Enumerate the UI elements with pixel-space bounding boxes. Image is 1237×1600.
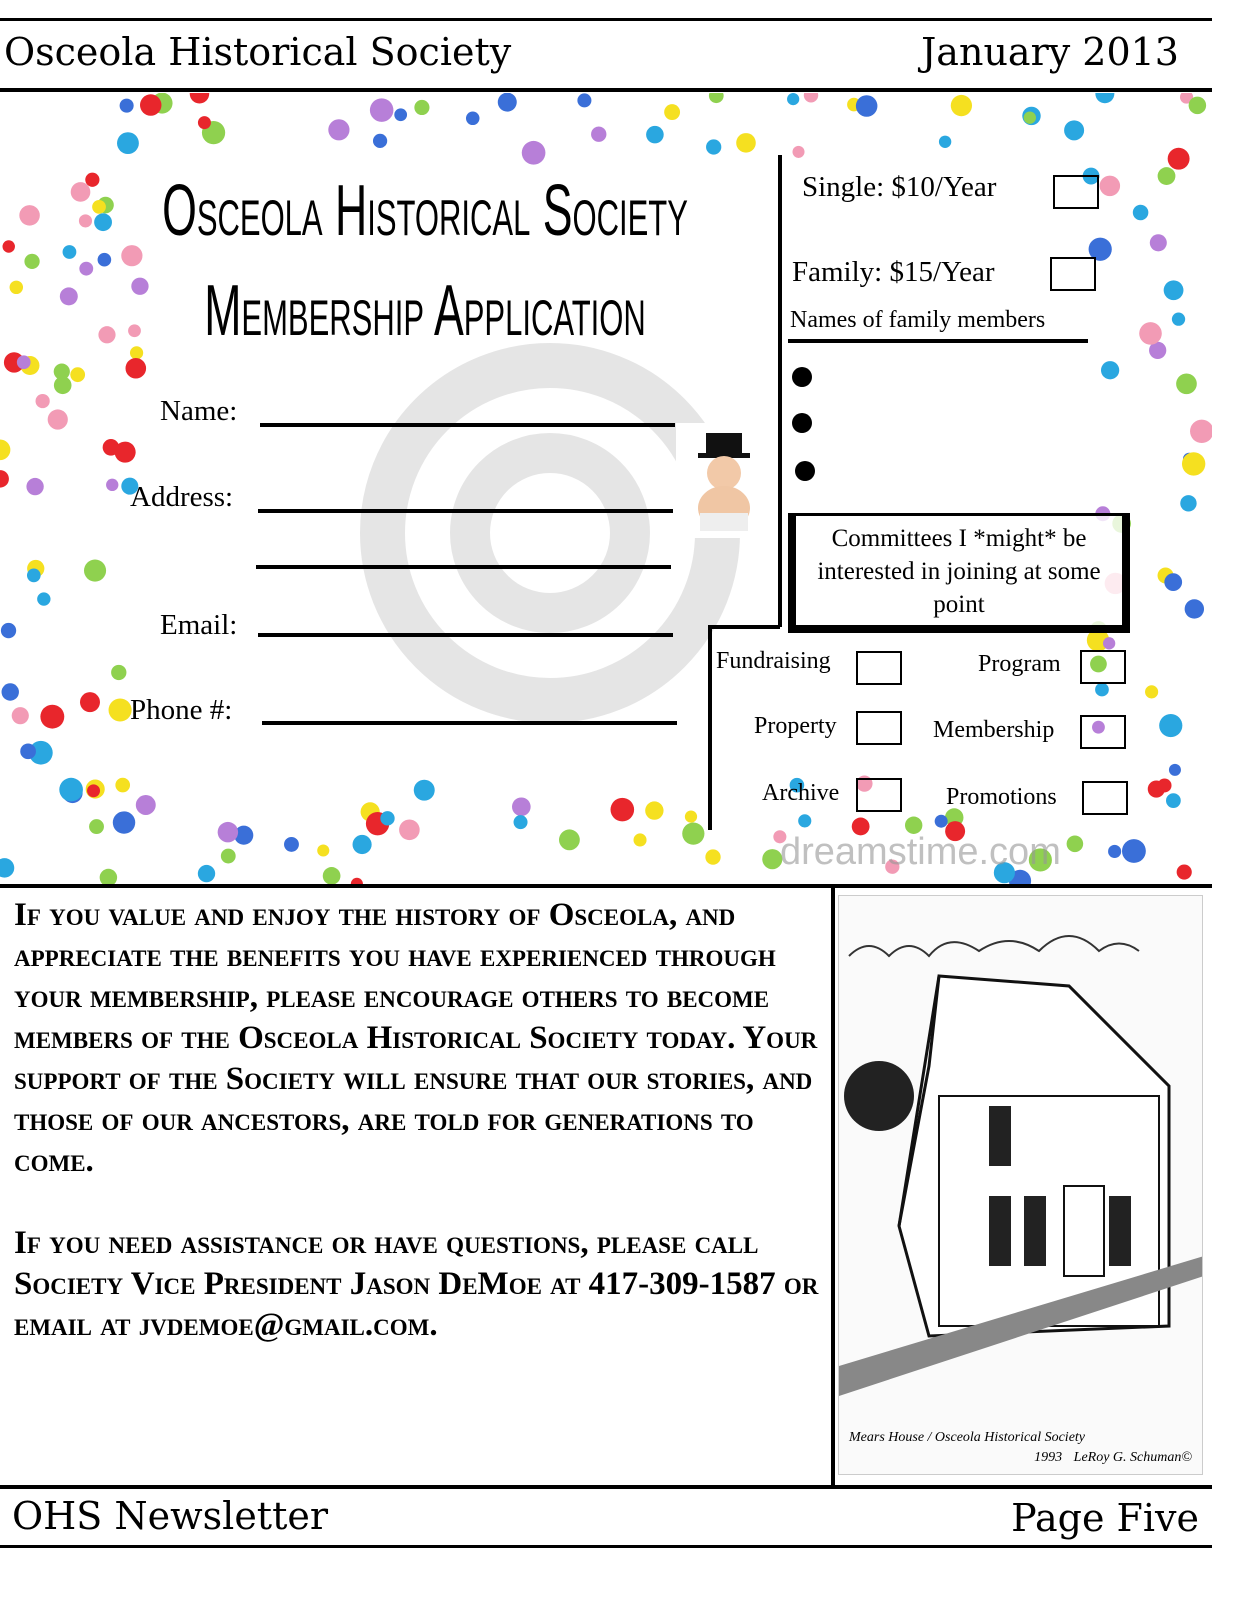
confetti-dot bbox=[514, 815, 528, 829]
confetti-dot bbox=[1095, 683, 1109, 697]
confetti-dot bbox=[736, 133, 756, 153]
confetti-dot bbox=[120, 99, 134, 113]
footer-top-rule bbox=[0, 1485, 1212, 1489]
email-field[interactable] bbox=[258, 633, 673, 637]
confetti-dot bbox=[1164, 573, 1182, 591]
committee-promotions-checkbox[interactable] bbox=[1082, 781, 1128, 815]
confetti-dot bbox=[577, 93, 591, 107]
watermark-swirl-inner bbox=[450, 433, 650, 633]
confetti-dot bbox=[1168, 148, 1190, 170]
confetti-dot bbox=[466, 112, 480, 126]
phone-label: Phone #: bbox=[130, 694, 233, 726]
contact-paragraph: If you need assistance or have questions, please call Society Vice President Jason DeMoe at 417-309-1587 or email at jvdemoe@gmail.com. bbox=[14, 1225, 819, 1343]
confetti-dot bbox=[1189, 97, 1207, 115]
confetti-dot bbox=[1158, 167, 1176, 185]
footer-newsletter: OHS Newsletter bbox=[12, 1494, 329, 1538]
confetti-dot bbox=[394, 108, 407, 121]
confetti-dot bbox=[128, 324, 141, 337]
confetti-dot bbox=[559, 829, 580, 850]
confetti-dot bbox=[1095, 93, 1114, 103]
appeal-paragraph: If you value and enjoy the history of Osceola, and appreciate the benefits you have experienced through your membership, please encourage others to become members of the Osceola Historical Society today. Your support of the Society will ensure that our stories, and those of our ancestors, are told for generations to come. bbox=[14, 897, 818, 1179]
confetti-dot bbox=[37, 592, 50, 605]
confetti-dot bbox=[60, 287, 78, 305]
confetti-dot bbox=[106, 479, 118, 491]
confetti-dot bbox=[92, 200, 106, 214]
name-field[interactable] bbox=[260, 423, 675, 427]
confetti-dot bbox=[71, 182, 91, 202]
committee-property-checkbox[interactable] bbox=[856, 711, 902, 745]
header-org: Osceola Historical Society bbox=[4, 30, 512, 74]
confetti-dot bbox=[40, 705, 64, 729]
confetti-dot bbox=[787, 93, 799, 105]
watermark-text: dreamstime.com bbox=[780, 831, 1061, 873]
single-option-label: Single: $10/Year bbox=[802, 171, 997, 203]
confetti-dot bbox=[951, 95, 972, 116]
confetti-dot bbox=[709, 93, 724, 103]
confetti-dot bbox=[414, 100, 429, 115]
confetti-dot bbox=[1024, 111, 1036, 123]
family-checkbox[interactable] bbox=[1050, 257, 1096, 291]
confetti-dot bbox=[3, 240, 15, 252]
confetti-dot bbox=[856, 95, 878, 117]
header-top-rule bbox=[0, 18, 1212, 21]
confetti-dot bbox=[317, 844, 329, 856]
confetti-dot bbox=[1169, 764, 1181, 776]
confetti-dot bbox=[512, 797, 531, 816]
banner-bottom-rule bbox=[0, 884, 1212, 888]
confetti-dot bbox=[117, 132, 139, 154]
confetti-dot bbox=[373, 134, 387, 148]
confetti-dot bbox=[399, 819, 420, 840]
confetti-dot bbox=[1172, 313, 1185, 326]
confetti-dot bbox=[121, 245, 142, 266]
confetti-dot bbox=[1164, 280, 1184, 300]
body-text bbox=[14, 895, 829, 1346]
confetti-dot bbox=[198, 116, 211, 129]
confetti-dot bbox=[1139, 322, 1162, 345]
confetti-dot bbox=[198, 865, 215, 882]
confetti-dot bbox=[1145, 685, 1158, 698]
confetti-dot bbox=[1150, 234, 1167, 251]
confetti-dot bbox=[1122, 839, 1146, 863]
confetti-dot bbox=[221, 849, 236, 864]
committee-program-checkbox[interactable] bbox=[1080, 650, 1126, 684]
footer-page: Page Five bbox=[1011, 1496, 1199, 1540]
confetti-dot bbox=[126, 358, 147, 379]
confetti-dot bbox=[89, 819, 104, 834]
address-label: Address: bbox=[130, 481, 234, 513]
committee-fundraising-label: Fundraising bbox=[716, 648, 831, 674]
confetti-dot bbox=[591, 127, 606, 142]
confetti-dot bbox=[1133, 205, 1149, 221]
confetti-dot bbox=[84, 560, 106, 582]
committee-archive-checkbox[interactable] bbox=[856, 778, 902, 812]
confetti-dot bbox=[1180, 495, 1196, 511]
form-title-line2: Membership Application bbox=[204, 271, 646, 351]
confetti-dot bbox=[664, 104, 680, 120]
confetti-dot bbox=[24, 254, 39, 269]
confetti-dot bbox=[611, 798, 635, 822]
confetti-dot bbox=[48, 409, 68, 429]
confetti-dot bbox=[798, 814, 811, 827]
confetti-dot bbox=[70, 367, 85, 382]
confetti-dot bbox=[414, 780, 435, 801]
membership-form-banner bbox=[0, 93, 1212, 885]
confetti-dot bbox=[79, 214, 92, 227]
family-member-bullet[interactable] bbox=[795, 461, 815, 481]
form-divider-step bbox=[710, 625, 780, 629]
confetti-dot bbox=[130, 346, 143, 359]
committee-property-label: Property bbox=[754, 713, 837, 739]
confetti-dot bbox=[646, 126, 664, 144]
confetti-dot bbox=[63, 245, 77, 259]
confetti-dot bbox=[26, 478, 43, 495]
confetti-dot bbox=[1064, 120, 1084, 140]
family-option-label: Family: $15/Year bbox=[792, 256, 995, 288]
confetti-dot bbox=[103, 439, 120, 456]
house-drawing bbox=[839, 896, 1203, 1426]
committees-heading: Committees I *might* be interested in joining at some point bbox=[788, 513, 1130, 633]
confetti-dot bbox=[98, 253, 112, 267]
confetti-dot bbox=[804, 93, 818, 103]
confetti-dot bbox=[98, 326, 115, 343]
confetti-dot bbox=[17, 355, 31, 369]
confetti-dot bbox=[685, 810, 697, 822]
confetti-dot bbox=[1067, 836, 1084, 853]
confetti-dot bbox=[115, 778, 130, 793]
confetti-dot bbox=[935, 815, 948, 828]
confetti-dot bbox=[939, 136, 951, 148]
confetti-dot bbox=[705, 849, 720, 864]
confetti-dot bbox=[1182, 452, 1205, 475]
confetti-dot bbox=[0, 439, 10, 460]
header-date: January 2013 bbox=[921, 30, 1179, 74]
confetti-dot bbox=[284, 837, 299, 852]
confetti-dot bbox=[80, 692, 100, 712]
name-label: Name: bbox=[160, 395, 238, 427]
confetti-dot bbox=[1185, 599, 1204, 618]
confetti-dot bbox=[634, 833, 647, 846]
confetti-dot bbox=[113, 811, 135, 833]
illustration-artist: LeRoy G. Schuman© bbox=[1073, 1450, 1192, 1465]
confetti-dot bbox=[792, 146, 804, 158]
confetti-dot bbox=[85, 173, 99, 187]
confetti-dot bbox=[1177, 864, 1192, 879]
committee-fundraising-checkbox[interactable] bbox=[856, 651, 902, 685]
committee-program-label: Program bbox=[978, 651, 1061, 677]
form-divider-vertical bbox=[778, 155, 782, 627]
confetti-dot bbox=[1100, 176, 1121, 197]
family-member-bullet[interactable] bbox=[792, 413, 812, 433]
confetti-dot bbox=[682, 823, 704, 845]
confetti-dot bbox=[10, 281, 23, 294]
confetti-dot bbox=[0, 470, 9, 488]
new-year-baby-image bbox=[676, 423, 776, 538]
confetti-dot bbox=[706, 139, 721, 154]
confetti-dot bbox=[136, 795, 156, 815]
form-title-line1: Osceola Historical Society bbox=[162, 171, 688, 251]
confetti-dot bbox=[87, 784, 100, 797]
committee-archive-label: Archive bbox=[762, 780, 840, 806]
confetti-dot bbox=[109, 698, 132, 721]
confetti-dot bbox=[131, 278, 148, 295]
confetti-dot bbox=[27, 569, 41, 583]
footer-bottom-rule bbox=[0, 1545, 1212, 1548]
family-members-label: Names of family members bbox=[790, 307, 1046, 333]
confetti-dot bbox=[1159, 714, 1182, 737]
committee-promotions-label: Promotions bbox=[946, 784, 1057, 810]
phone-field[interactable] bbox=[262, 721, 677, 725]
confetti-dot bbox=[140, 94, 161, 115]
body-divider bbox=[831, 886, 835, 1486]
confetti-dot bbox=[1166, 793, 1181, 808]
address-field-2[interactable] bbox=[256, 565, 671, 569]
address-field-1[interactable] bbox=[258, 509, 673, 513]
confetti-dot bbox=[498, 93, 517, 112]
confetti-dot bbox=[323, 867, 341, 885]
confetti-dot bbox=[79, 262, 93, 276]
family-members-rule bbox=[788, 339, 1088, 343]
mears-house-illustration bbox=[838, 895, 1203, 1475]
confetti-dot bbox=[370, 98, 394, 122]
confetti-dot bbox=[100, 869, 117, 885]
single-checkbox[interactable] bbox=[1053, 175, 1099, 209]
confetti-dot bbox=[2, 683, 19, 700]
illustration-caption: Mears House / Osceola Historical Society bbox=[849, 1430, 1086, 1445]
confetti-dot bbox=[12, 707, 29, 724]
confetti-dot bbox=[522, 141, 546, 165]
confetti-dot bbox=[1101, 361, 1119, 379]
committee-membership-label: Membership bbox=[933, 717, 1055, 743]
confetti-dot bbox=[1148, 780, 1165, 797]
confetti-dot bbox=[645, 801, 663, 819]
header-bottom-rule bbox=[0, 88, 1212, 92]
confetti-dot bbox=[36, 394, 50, 408]
confetti-dot bbox=[54, 364, 70, 380]
confetti-dot bbox=[218, 822, 238, 842]
confetti-dot bbox=[1190, 420, 1212, 443]
confetti-dot bbox=[59, 778, 83, 802]
email-label: Email: bbox=[160, 609, 238, 641]
confetti-dot bbox=[1108, 845, 1121, 858]
confetti-dot bbox=[328, 119, 349, 140]
confetti-dot bbox=[380, 811, 394, 825]
confetti-dot bbox=[353, 835, 372, 854]
confetti-dot bbox=[1176, 374, 1197, 395]
committee-membership-checkbox[interactable] bbox=[1080, 715, 1126, 749]
confetti-dot bbox=[1103, 637, 1115, 649]
confetti-dot bbox=[111, 665, 126, 680]
confetti-dot bbox=[94, 213, 112, 231]
confetti-dot bbox=[0, 858, 14, 877]
family-member-bullet[interactable] bbox=[792, 367, 812, 387]
illustration-year: 1993 bbox=[1034, 1450, 1063, 1465]
confetti-dot bbox=[19, 205, 39, 225]
form-divider-lower bbox=[708, 625, 712, 830]
confetti-dot bbox=[20, 743, 36, 759]
confetti-dot bbox=[1, 623, 16, 638]
confetti-dot bbox=[190, 93, 209, 103]
